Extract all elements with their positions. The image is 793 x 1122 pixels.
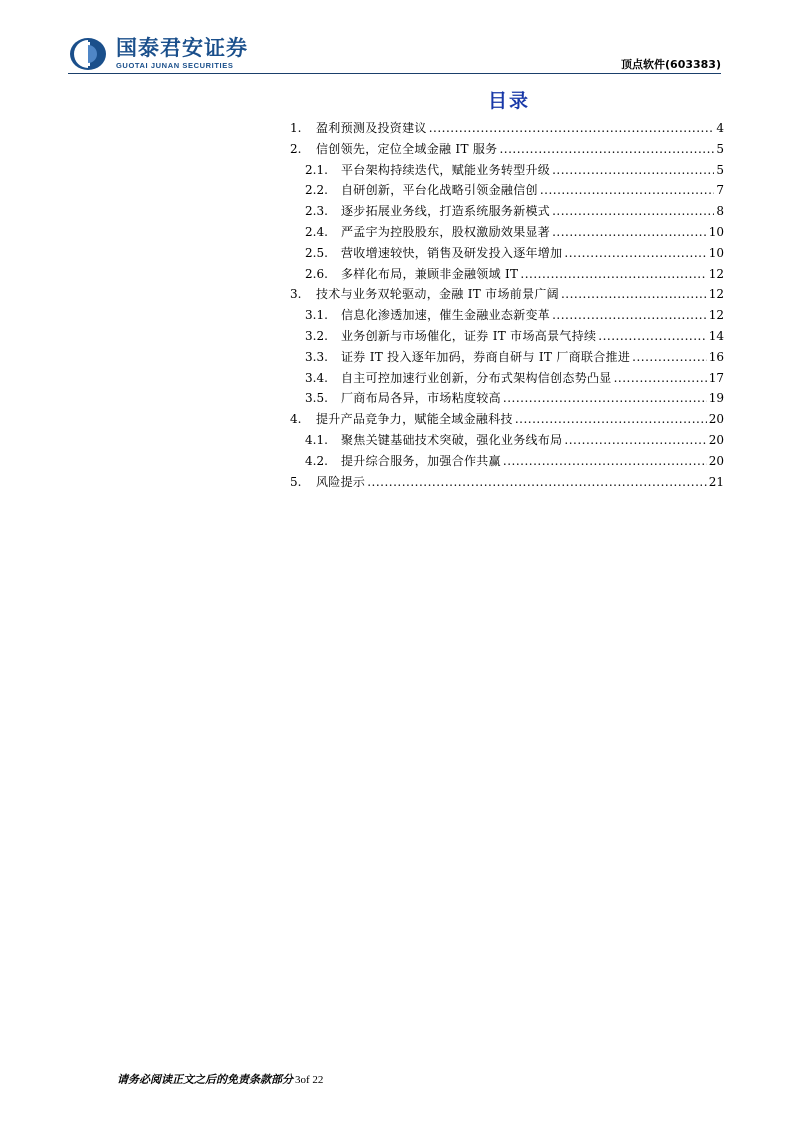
toc-dot-leader [614,368,707,389]
page-number: 3of 22 [295,1074,324,1086]
toc-entry-title: 营收增速较快，销售及研发投入逐年增加 [341,245,563,260]
toc-dot-leader [503,388,707,409]
toc-entry[interactable] [290,222,724,243]
logo-chinese-name: 国泰君安证券 [116,36,248,60]
table-of-contents [290,118,724,492]
toc-dot-leader [367,472,707,493]
toc-entry-page: 20 [708,432,724,447]
toc-entry-number: 3.3. [305,349,328,364]
toc-entry[interactable] [290,160,724,181]
toc-entry[interactable] [290,201,724,222]
toc-title: 目录 [487,90,530,112]
toc-entry[interactable] [290,118,724,139]
toc-dot-leader [540,180,715,201]
toc-entry-number: 2. [290,141,302,156]
toc-entry-number: 4. [290,412,302,427]
toc-entry-page: 16 [708,349,724,364]
toc-entry-title: 提升综合服务，加强合作共赢 [341,453,501,468]
toc-entry-page: 14 [708,328,724,343]
toc-entry-title: 逐步拓展业务线，打造系统服务新模式 [341,204,551,219]
disclaimer-notice: 请务必阅读正文之后的免责条款部分 [117,1073,293,1086]
toc-entry-page: 8 [716,204,724,219]
toc-dot-leader [561,284,707,305]
toc-entry-page: 19 [708,391,724,406]
toc-entry[interactable] [290,430,724,451]
toc-entry[interactable] [290,409,724,430]
toc-entry-number: 3.4. [305,370,328,385]
toc-entry[interactable] [290,326,724,347]
company-logo [68,36,288,72]
toc-entry-number: 2.4. [305,224,328,239]
toc-dot-leader [598,326,706,347]
toc-entry-title: 业务创新与市场催化，证券 IT 市场高景气持续 [341,328,597,343]
toc-entry[interactable] [290,139,724,160]
report-subject: 顶点软件(603383) [621,58,721,71]
toc-entry-title: 平台架构持续迭代，赋能业务转型升级 [341,162,551,177]
toc-entry-page: 5 [716,162,724,177]
toc-entry-number: 2.3. [305,204,328,219]
toc-entry-title: 技术与业务双轮驱动，金融 IT 市场前景广阔 [316,287,559,302]
toc-dot-leader [564,430,706,451]
toc-entry-page: 12 [708,287,724,302]
toc-entry-number: 2.6. [305,266,328,281]
logo-english-name: GUOTAI JUNAN SECURITIES [116,61,234,70]
toc-entry-number: 3.5. [305,391,328,406]
toc-entry[interactable] [290,180,724,201]
toc-entry-title: 盈利预测及投资建议 [316,121,427,135]
toc-dot-leader [552,305,707,326]
toc-entry[interactable] [290,388,724,409]
toc-dot-leader [552,222,707,243]
toc-entry-title: 提升产品竞争力，赋能全域金融科技 [316,412,513,427]
toc-entry-title: 信息化渗透加速，催生金融业态新变革 [341,308,551,323]
toc-entry[interactable] [290,243,724,264]
guotai-junan-logo-icon [68,36,108,72]
toc-dot-leader [632,347,707,368]
toc-entry-number: 3. [290,287,302,302]
toc-entry-page: 20 [708,412,724,427]
toc-entry-number: 4.2. [305,453,328,468]
header-divider [68,73,721,74]
toc-dot-leader [564,243,706,264]
toc-entry-title: 信创领先，定位全域金融 IT 服务 [316,141,498,156]
toc-entry-title: 风险提示 [316,474,366,489]
toc-entry-number: 4.1. [305,432,328,447]
toc-entry-number: 2.1. [305,162,328,177]
toc-dot-leader [515,409,707,430]
toc-entry-page: 12 [708,266,724,281]
toc-entry-page: 4 [716,121,724,135]
toc-entry-number: 5. [290,474,302,489]
toc-entry-page: 20 [708,453,724,468]
toc-entry-page: 21 [708,474,724,489]
toc-entry-number: 3.1. [305,308,328,323]
toc-entry-page: 17 [708,370,724,385]
toc-entry[interactable] [290,368,724,389]
toc-entry-page: 12 [708,308,724,323]
toc-entry[interactable] [290,451,724,472]
toc-entry-title: 多样化布局，兼顾非金融领域 IT [341,266,519,281]
toc-entry-title: 证券 IT 投入逐年加码，券商自研与 IT 厂商联合推进 [341,349,631,364]
toc-entry[interactable] [290,264,724,285]
toc-entry[interactable] [290,347,724,368]
toc-entry-title: 聚焦关键基础技术突破，强化业务线布局 [341,432,563,447]
toc-entry-number: 1. [290,121,302,135]
toc-dot-leader [552,160,714,181]
toc-entry-title: 严孟宇为控股股东，股权激励效果显著 [341,224,551,239]
toc-dot-leader [552,201,714,222]
toc-entry-title: 自主可控加速行业创新，分布式架构信创态势凸显 [341,370,612,385]
toc-entry-page: 10 [708,245,724,260]
toc-entry-page: 10 [708,224,724,239]
toc-entry-number: 2.5. [305,245,328,260]
toc-dot-leader [503,451,707,472]
toc-entry-number: 3.2. [305,328,328,343]
toc-entry[interactable] [290,305,724,326]
toc-entry-title: 厂商布局各异，市场粘度较高 [341,391,501,406]
toc-dot-leader [429,118,715,139]
toc-entry-page: 5 [716,141,724,156]
toc-dot-leader [520,264,706,285]
footer [117,1071,323,1087]
toc-entry[interactable] [290,472,724,493]
toc-entry-title: 自研创新，平台化战略引领金融信创 [341,183,538,198]
toc-entry-page: 7 [716,183,724,198]
toc-dot-leader [499,139,714,160]
toc-entry[interactable] [290,284,724,305]
toc-entry-number: 2.2. [305,183,328,198]
